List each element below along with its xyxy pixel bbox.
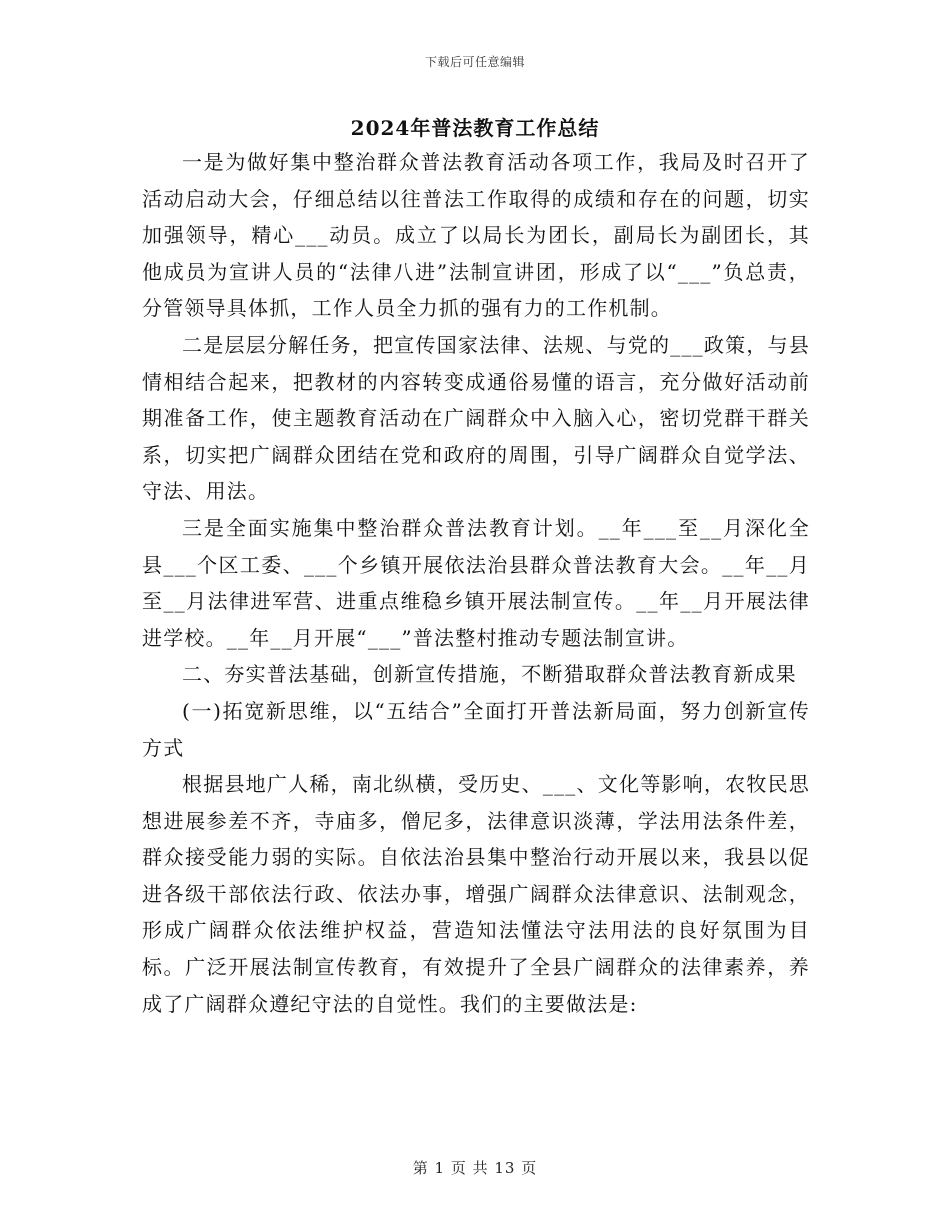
paragraph-2: 二是层层分解任务，把宣传国家法律、法规、与党的___政策，与县情相结合起来，把教材的内容转变成通俗易懂的语言，充分做好活动前期准备工作，使主题教育活动在广阔群众中入脑入心，密切党群干群关系，切实把广阔群众团结在党和政府的周围，引导广阔群众自觉学法、守法、用法。 [142, 332, 810, 504]
paragraph-1: 一是为做好集中整治群众普法教育活动各项工作，我局及时召开了活动启动大会，仔细总结以往普法工作取得的成绩和存在的问题，切实加强领导，精心___动员。成立了以局长为团长，副局长为副团长，其他成员为宣讲人员的“法律八进”法制宣讲团，形成了以“___”负总责，分管领导具体抓，工作人员全力抓的强有力的工作机制。 [142, 150, 810, 321]
paragraph-3: 三是全面实施集中整治群众普法教育计划。__年___至__月深化全县___个区工委、___个乡镇开展依法治县群众普法教育大会。__年__月至__月法律进军营、进重点维稳乡镇开展法制宣传。__年__月开展法律进学校。__年__月开展“___”普法整村推动专题法制宣讲。 [142, 515, 810, 650]
paragraph-4: 根据县地广人稀，南北纵横，受历史、___、文化等影响，农牧民思想进展参差不齐，寺庙多，僧尼多，法律意识淡薄，学法用法条件差，群众接受能力弱的实际。自依法治县集中整治行动开展以来，我县以促进各级干部依法行政、依法办事，增强广阔群众法律意识、法制观念，形成广阔群众依法维护权益，营造知法懂法守法用法的良好氛围为目标。广泛开展法制宣传教育，有效提升了全县广阔群众的法律素养，养成了广阔群众遵纪守法的自觉性。我们的主要做法是: [142, 772, 810, 1016]
document-body [142, 144, 810, 1022]
subsection-heading-1: (一)拓宽新思维，以“五结合”全面打开普法新局面，努力创新宣传方式 [142, 698, 810, 760]
header-note: 下载后可任意编辑 [424, 55, 525, 69]
section-heading-2: 二、夯实普法基础，创新宣传措施，不断猎取群众普法教育新成果 [182, 662, 797, 687]
document-title: 2024年普法教育工作总结 [350, 116, 600, 140]
page-footer: 第 1 页 共 13 页 [412, 1159, 538, 1177]
